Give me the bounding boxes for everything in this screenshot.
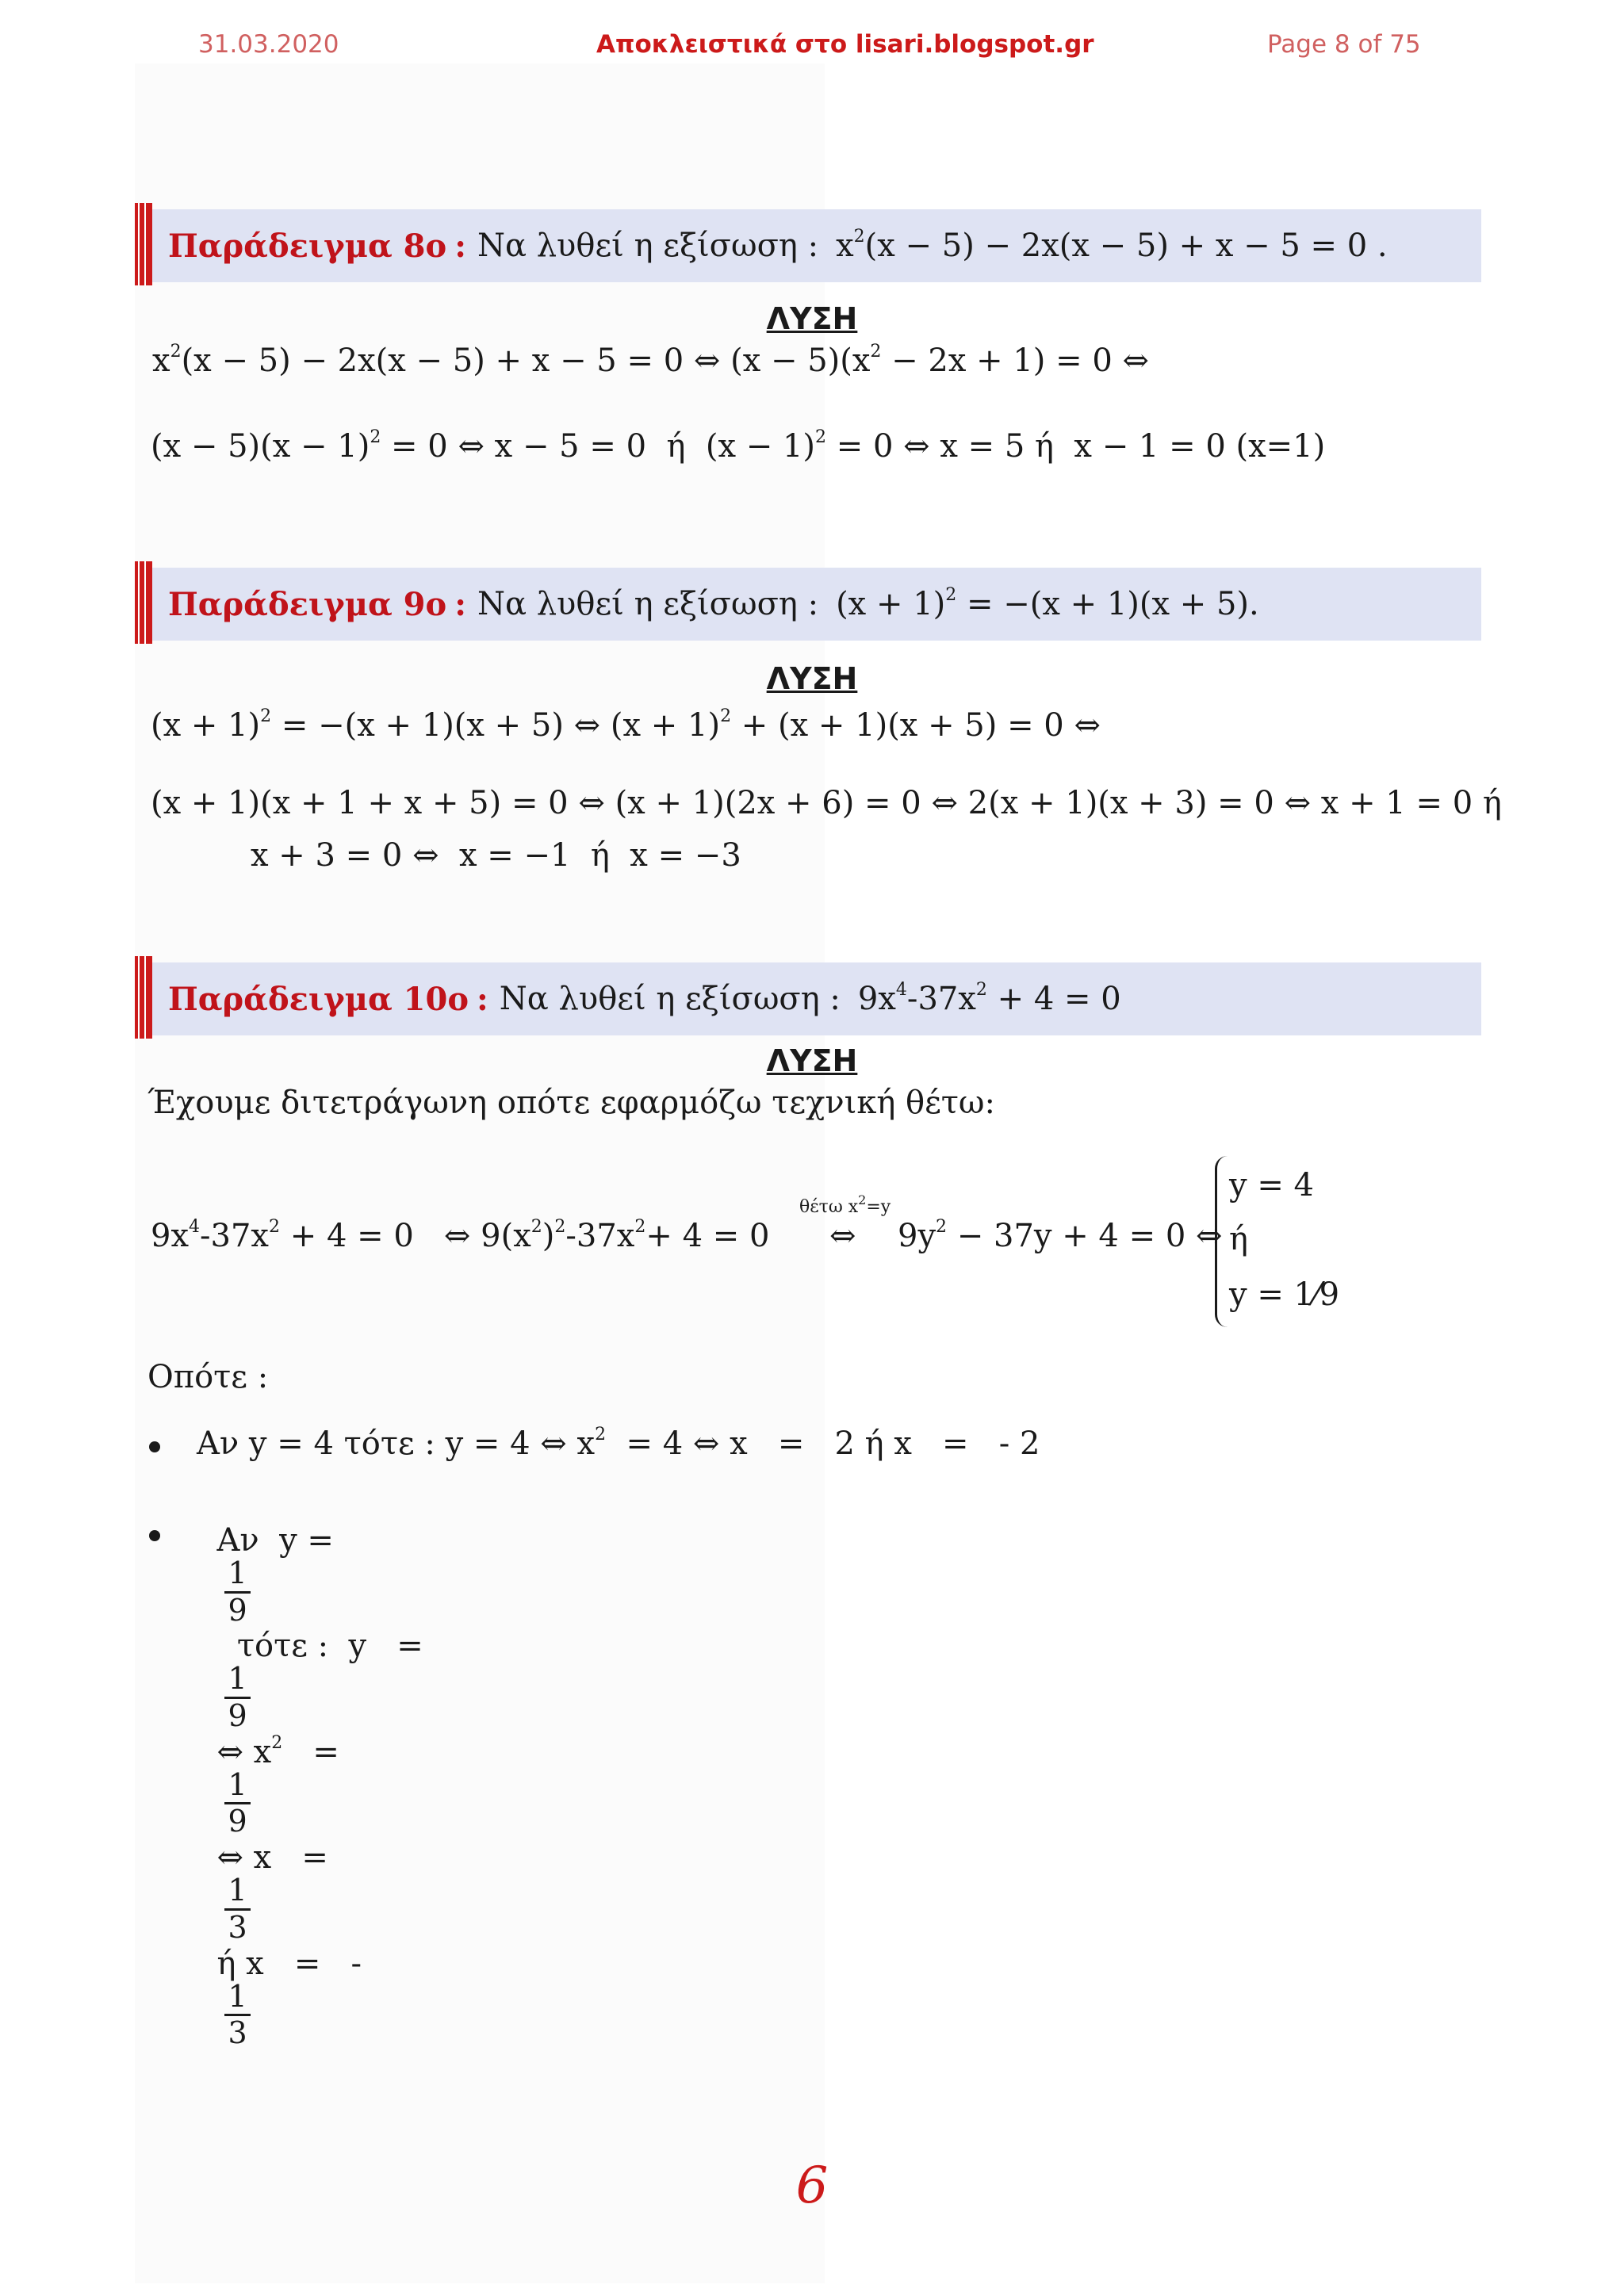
case-or: ή xyxy=(1229,1221,1248,1257)
example-label: Παράδειγμα 8ο xyxy=(168,227,447,265)
solution-line-2: (x + 1)(x + 1 + x + 5) = 0 ⇔ (x + 1)(2x + 6) = 0 ⇔ 2(x + 1)(x + 3) = 0 ⇔ x + 1 = 0 ή xyxy=(151,785,1502,821)
red-bar-decoration xyxy=(135,561,152,644)
example-label: Παράδειγμα 10ο xyxy=(168,980,469,1018)
header-page-number: Page 8 of 75 xyxy=(1267,30,1421,59)
solution-intro: Έχουμε διτετράγωνη οπότε εφαρμόζω τεχνική θέτω: xyxy=(147,1085,996,1121)
solution-line-1: $x^2(x - 5) - 2x(x - 5) + x - 5 = 0$ ⇔ $(x - 5)(x^2 - 2x + 1) = 0$ ⇔ xyxy=(152,342,1149,379)
example-equation: $x^2(x - 5) - 2x(x - 5) + x - 5 = 0$ . xyxy=(836,227,1388,264)
fraction: $\frac{1}{9}$ xyxy=(224,1662,250,1733)
substitution-note: θέτω $x^2=y$ xyxy=(799,1192,891,1217)
case-1-line: Αν y = 4 τότε : y = 4 ⇔ $x^2 = 4$ ⇔ x = 2 ή x = - 2 xyxy=(197,1425,1040,1462)
example-equation: $(x + 1)^2 = -(x + 1)(x + 5)$. xyxy=(836,585,1259,622)
header-site[interactable]: Αποκλειστικά στο lisari.blogspot.gr xyxy=(596,30,1094,59)
fraction: $\frac{1}{3}$ xyxy=(224,1980,250,2051)
footer-page-number: 6 xyxy=(795,2156,829,2215)
example-task: Να λυθεί η εξίσωση : xyxy=(477,586,819,622)
substitution-line: $9x^4-37x^2 + 4 = 0$ ⇔ $9(x^2)^2-37x^2+ 4 = 0$ xyxy=(151,1217,770,1254)
equivalence-arrow: ⇔ xyxy=(829,1218,856,1254)
solution-heading: ΛΥΣΗ xyxy=(766,1043,858,1078)
solution-line-2: $(x - 5)(x - 1)^2 = 0$ ⇔ x − 5 = 0 ή $(x - 1)^2 = 0$ ⇔ x = 5 ή x − 1 = 0 (x=1) xyxy=(151,427,1326,465)
case-2-line: Αν y = $\frac{1}{9}$ τότε : y = $\frac{1}{9}$ ⇔ $x^2$ = $\frac{1}{9}$ ⇔ x = $\frac{1}{3}$ ή x = - $\frac{1}{3}$ xyxy=(216,1522,423,2051)
header-date: 31.03.2020 xyxy=(198,30,339,59)
example-9-title: Παράδειγμα 9ο : Να λυθεί η εξίσωση : $(x + 1)^2 = -(x + 1)(x + 5)$. xyxy=(135,568,1481,641)
red-bar-decoration xyxy=(135,203,152,285)
solution-line-1: $(x + 1)^2 = -(x + 1)(x + 5)$ ⇔ $(x + 1)^2 + (x + 1)(x + 5) = 0$ ⇔ xyxy=(151,706,1101,744)
example-task: Να λυθεί η εξίσωση : xyxy=(499,981,841,1017)
solution-heading: ΛΥΣΗ xyxy=(766,301,858,336)
fraction: $\frac{1}{9}$ xyxy=(224,1556,250,1628)
fraction: $\frac{1}{3}$ xyxy=(224,1873,250,1945)
solution-line-3: x + 3 = 0 ⇔ x = −1 ή x = −3 xyxy=(251,837,741,874)
bullet-icon xyxy=(149,1530,160,1541)
quadratic-in-y: $9y^2 - 37y + 4 = 0$ ⇔ xyxy=(898,1217,1223,1254)
example-8-title: Παράδειγμα 8ο : Να λυθεί η εξίσωση : $x^2(x - 5) - 2x(x - 5) + x - 5 = 0$ . xyxy=(135,209,1481,282)
example-label: Παράδειγμα 9ο xyxy=(168,585,447,623)
bullet-icon xyxy=(149,1441,160,1452)
fraction: $\frac{1}{9}$ xyxy=(224,1768,250,1839)
red-bar-decoration xyxy=(135,956,152,1039)
case-y-4: y = 4 xyxy=(1229,1167,1314,1203)
example-10-title: Παράδειγμα 10ο : Να λυθεί η εξίσωση : $9x^4-37x^2 + 4 = 0$ xyxy=(135,962,1481,1035)
therefore-label: Οπότε : xyxy=(147,1359,269,1395)
example-equation: $9x^4-37x^2 + 4 = 0$ xyxy=(857,980,1121,1017)
page-header xyxy=(0,30,1624,62)
solution-heading: ΛΥΣΗ xyxy=(766,661,858,696)
example-task: Να λυθεί η εξίσωση : xyxy=(477,228,819,264)
case-y-1-9: y = 1⁄9 xyxy=(1229,1276,1340,1313)
